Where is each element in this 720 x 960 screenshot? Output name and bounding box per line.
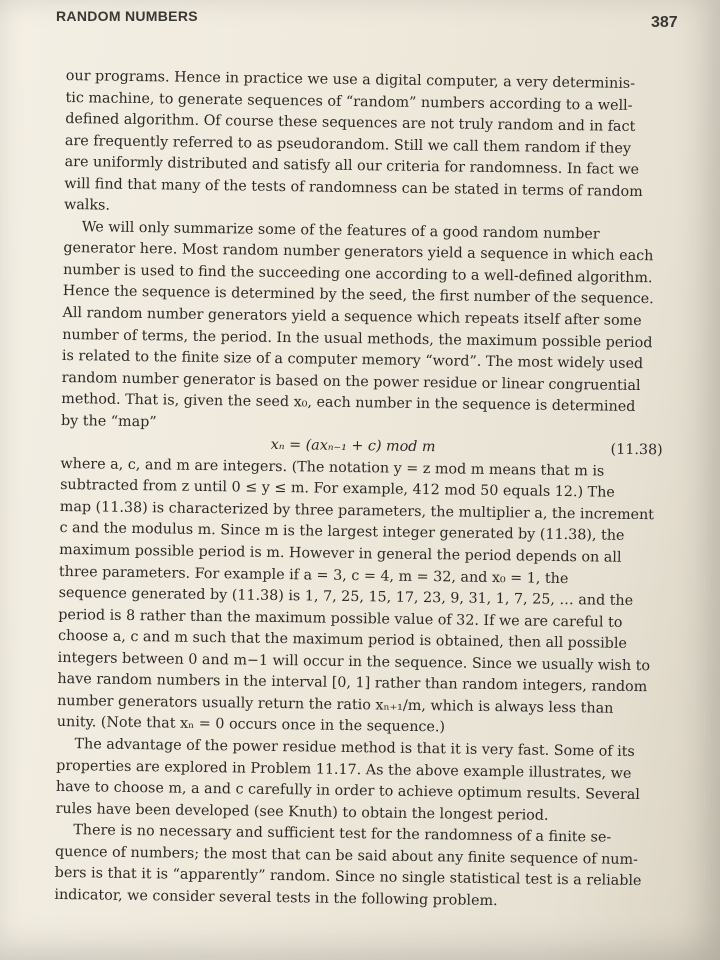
text-line: maximum possible period is m. However in general the period depends on all (59, 541, 622, 566)
text-line: There is no necessary and sufficient test for the randomness of a finite se- (73, 822, 612, 846)
text-line: three parameters. For example if a = 3, c = 4, m = 32, and x₀ = 1, the (58, 563, 569, 587)
text-line: have to choose m, a and c carefully in order to achieve optimum results. Several (55, 778, 641, 804)
text-line: We will only summarize some of the features of a good random number (81, 219, 600, 243)
equation-number: (11.38) (610, 441, 663, 459)
text-line: integers between 0 and m−1 will occur in the sequence. Since we usually wish to (57, 649, 651, 674)
text-line: are uniformly distributed and satisfy all our criteria for randomness. In fact we (64, 154, 640, 179)
text-line: defined algorithm. Of course these sequences are not truly random and in fact (65, 111, 636, 136)
text-line: The advantage of the power residue method is that it is very fast. Some of its (74, 736, 635, 760)
text-line: properties are explored in Problem 11.17. As the above example illustrates, we (56, 757, 632, 782)
text-line: our programs. Hence in practice we use a digital computer, a very determinis- (65, 67, 636, 92)
text-line: random number generator is based on the power residue or linear congruential (61, 369, 641, 394)
paragraph-4 (55, 734, 662, 829)
text-line: indicator, we consider several tests in the following problem. (54, 886, 498, 909)
paragraph-1 (64, 66, 672, 225)
text-line: is related to the finite size of a computer memory “word”. The most widely used (61, 348, 644, 373)
text-line: rules have been developed (see Knuth) to obtain the longest period. (55, 800, 549, 824)
equation-expression: xₙ = (axₙ₋₁ + c) mod m (270, 437, 436, 456)
body-text (54, 66, 672, 915)
text-line: number is used to find the succeeding one according to a well-defined algorithm. (63, 261, 653, 287)
text-line: method. That is, given the seed x₀, each number in the sequence is determined (61, 391, 636, 416)
text-line: number generators usually return the ratio xₙ₊₁/m, which is always less than (57, 692, 614, 717)
paragraph-5 (54, 820, 661, 915)
paragraph-3 (57, 454, 667, 743)
text-line: period is 8 rather than the maximum possible value of 32. If we are careful to (58, 606, 623, 631)
text-line: generator here. Most random number generators yield a sequence in which each (63, 240, 654, 265)
text-line: bers is that it is “apparently” random. Since no single statistical test is a reliable (54, 865, 642, 890)
chapter-header: RANDOM NUMBERS (56, 8, 198, 24)
text-line: have random numbers in the interval [0, 1] rather than random integers, random (57, 671, 648, 696)
text-line: are frequently referred to as pseudorandom. Still we call them random if they (64, 132, 632, 157)
text-line: by the “map” (60, 412, 157, 431)
text-line: unity. (Note that xₙ = 0 occurs once in the sequence.) (56, 714, 446, 736)
text-line: choose a, c and m such that the maximum period is obtained, then all possible (57, 628, 628, 653)
text-line: quence of numbers; the most that can be said about any finite sequence of num- (54, 843, 639, 868)
page-number: 387 (651, 14, 678, 31)
text-line: c and the modulus m. Since m is the largest integer generated by (11.38), the (59, 520, 625, 545)
text-line: number of terms, the period. In the usual methods, the maximum possible period (62, 326, 653, 351)
text-line: tic machine, to generate sequences of “random” numbers according to a well- (65, 89, 633, 114)
text-line: will find that many of the tests of randomness can be stated in terms of random (64, 175, 643, 200)
text-line: subtracted from z until 0 ≤ y ≤ m. For example, 412 mod 50 equals 12.) The (60, 477, 615, 502)
text-line: All random number generators yield a sequence which repeats itself after some (62, 304, 642, 330)
text-line: map (11.38) is characterized by three parameters, the multiplier a, the increment (59, 498, 655, 524)
text-line: where a, c, and m are integers. (The notation y = z mod m means that m is (60, 455, 605, 480)
paragraph-2 (61, 217, 670, 441)
text-line: walks. (63, 197, 111, 214)
text-line: Hence the sequence is determined by the seed, the first number of the sequence. (62, 283, 654, 308)
text-line: sequence generated by (11.38) is 1, 7, 25, 15, 17, 23, 9, 31, 1, 7, 25, … and the (58, 585, 634, 610)
